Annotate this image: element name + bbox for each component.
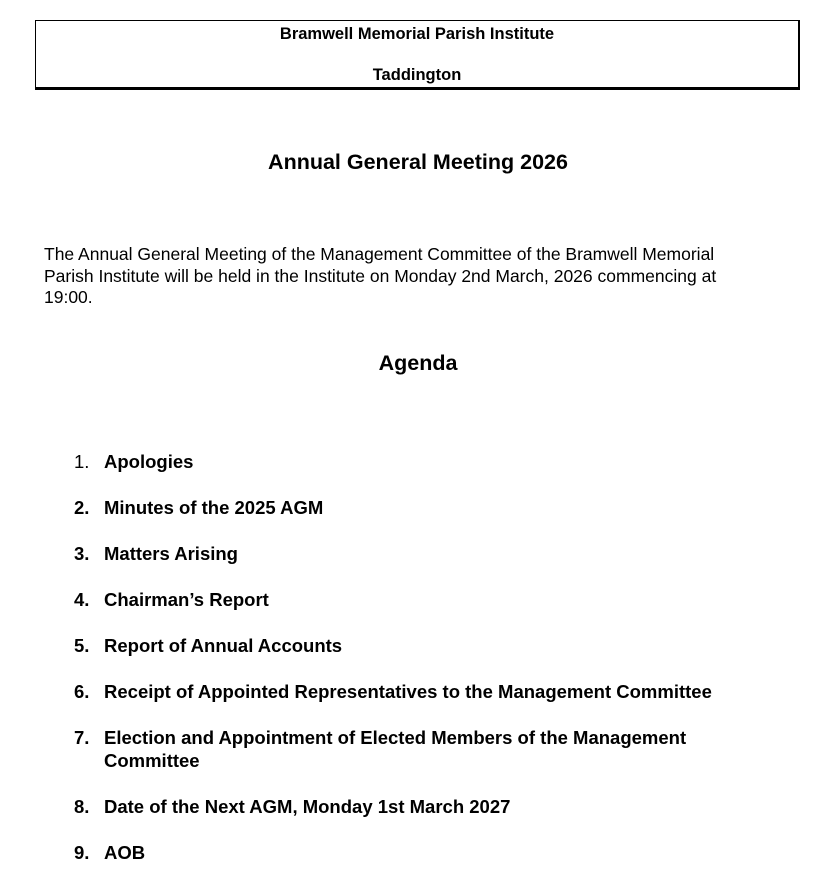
agenda-heading: Agenda	[378, 351, 458, 375]
agenda-item-text: AOB	[104, 842, 146, 863]
location-name: Taddington	[372, 66, 462, 84]
agenda-item	[0, 496, 784, 519]
agenda-item-text: Apologies	[104, 451, 194, 472]
intro-paragraph: The Annual General Meeting of the Management Committee of the Bramwell Memorial Parish Institute will be held in the Institute on Monday 2nd March, 2026 commencing at 19:00.	[44, 244, 717, 307]
organisation-name: Bramwell Memorial Parish Institute	[279, 25, 555, 43]
agenda-item-number: 3.	[74, 543, 90, 564]
agenda-item-text: Report of Annual Accounts	[104, 635, 343, 656]
agenda-item-number: 6.	[74, 681, 90, 702]
agenda-item-text: Chairman’s Report	[104, 589, 269, 610]
agenda-list	[0, 450, 836, 887]
agenda-item-number: 9.	[74, 842, 90, 863]
agenda-item	[0, 634, 784, 657]
agenda-item-text: Receipt of Appointed Representatives to the Management Committee	[104, 681, 712, 702]
agenda-item	[0, 588, 784, 611]
document-title: Annual General Meeting 2026	[268, 150, 568, 174]
agenda-item-number: 4.	[74, 589, 90, 610]
agenda-item-number: 7.	[74, 727, 90, 748]
agenda-item-number: 2.	[74, 497, 90, 518]
header-box	[35, 20, 800, 90]
agenda-item	[0, 680, 784, 703]
agenda-item-number: 5.	[74, 635, 90, 656]
agenda-item-number: 1.	[74, 451, 90, 472]
agenda-item	[0, 450, 784, 473]
agenda-item-text: Date of the Next AGM, Monday 1st March 2027	[104, 796, 511, 817]
agenda-item	[0, 542, 784, 565]
agenda-item-text: Minutes of the 2025 AGM	[104, 497, 324, 518]
agenda-item	[0, 726, 784, 772]
agenda-item-text: Matters Arising	[104, 543, 238, 564]
agenda-item	[0, 841, 784, 864]
agenda-item-text: Election and Appointment of Elected Members of the Management Committee	[104, 727, 687, 771]
agenda-item-number: 8.	[74, 796, 90, 817]
agenda-item	[0, 795, 784, 818]
